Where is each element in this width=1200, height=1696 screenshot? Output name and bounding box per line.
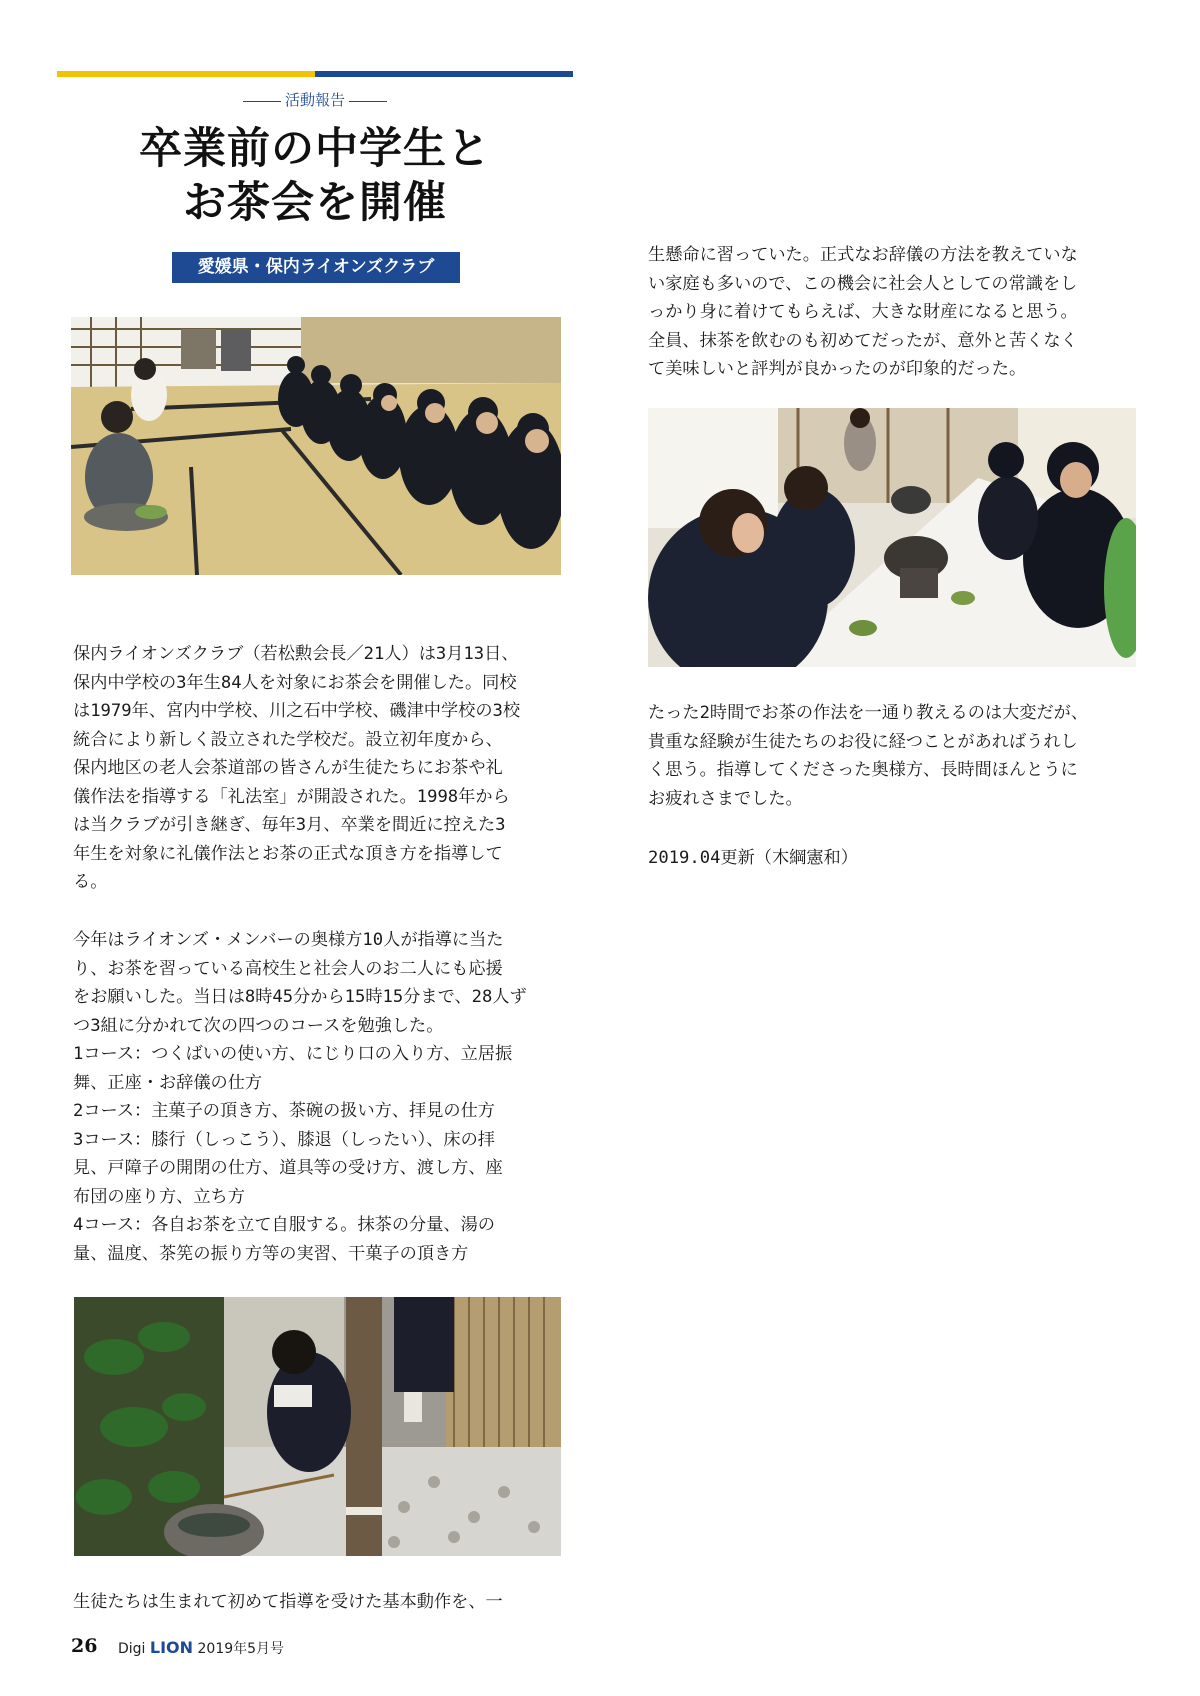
page-number: 26	[71, 1635, 98, 1657]
photo-tsukubai-garden	[74, 1297, 561, 1556]
title-line-2: お茶会を開催	[183, 178, 447, 228]
update-note: 2019.04更新（木綱憲和）	[648, 848, 858, 868]
section-dash-left	[243, 101, 281, 102]
top-accent-bar	[57, 71, 573, 77]
photo-students-making-tea	[648, 408, 1136, 667]
article-paragraph-2: 今年はライオンズ・メンバーの奥様方10人が指導に当た り、お茶を習っている高校生と社会人のお二人にも応援 をお願いした。当日は8時45分から15時15分まで、28人ず つ3組に分かれて次の四つのコースを勉強した。 1コース：つくばいの使い方、にじり口の入り方、立居振 舞、正座・お辞儀の仕方 2コース：主菓子の頂き方、茶碗の扱い方、拝見の仕方 3コース：膝行（しっこう）、膝退（しったい）、床の拝 見、戸障子の開閉の仕方、道具等の受け方、渡し方、座 布団の座り方、立ち方 4コース：各自お茶を立て自服する。抹茶の分量、湯の 量、温度、茶筅の振り方等の実習、干菓子の頂き方	[73, 930, 527, 1264]
article-paragraph-4: 生懸命に習っていた。正式なお辞儀の方法を教えていな い家庭も多いので、この機会に社会人としての常識をし っかり身に着けてもらえば、大きな財産になると思う。 全員、抹茶を飲むのも初めてだったが、意外と苦くなく て美味しいと評判が良かったのが印象的だった。	[648, 245, 1078, 379]
accent-bar-blue	[315, 71, 573, 77]
magazine-footer	[118, 1638, 284, 1658]
accent-bar-yellow	[57, 71, 315, 77]
section-label	[57, 89, 573, 110]
title-line-1: 卒業前の中学生と	[139, 124, 491, 174]
article-paragraph-3: 生徒たちは生まれて初めて指導を受けた基本動作を、一	[73, 1592, 503, 1612]
brand-name: LION	[149, 1638, 194, 1657]
article-paragraph-5: たった2時間でお茶の作法を一通り教えるのは大変だが、 貴重な経験が生徒たちのお役に経つことがあればうれし く思う。指導してくださった奥様方、長時間ほんとうに お疲れさまでした。	[648, 703, 1089, 809]
brand-prefix: Digi	[118, 1641, 146, 1657]
article-paragraph-1: 保内ライオンズクラブ（若松勲会長／21人）は3月13日、 保内中学校の3年生84人を対象にお茶会を開催した。同校 は1979年、宮内中学校、川之石中学校、磯津中学校の3校 統合により新しく設立された学校だ。設立初年度から、 保内地区の老人会茶道部の皆さんが生徒たちにお茶や礼 儀作法を指導する「礼法室」が開設された。1998年から は当クラブが引き継ぎ、毎年3月、卒業を間近に控えた3 年生を対象に礼儀作法とお茶の正式な頂き方を指導して る。	[73, 644, 521, 892]
section-label-text: 活動報告	[284, 91, 345, 109]
article-title	[57, 122, 573, 230]
club-badge: 愛媛県・保内ライオンズクラブ	[172, 252, 460, 283]
section-dash-right	[349, 101, 387, 102]
issue-date: 2019年5月号	[197, 1641, 285, 1657]
photo-tatami-tea-ceremony	[71, 317, 561, 575]
